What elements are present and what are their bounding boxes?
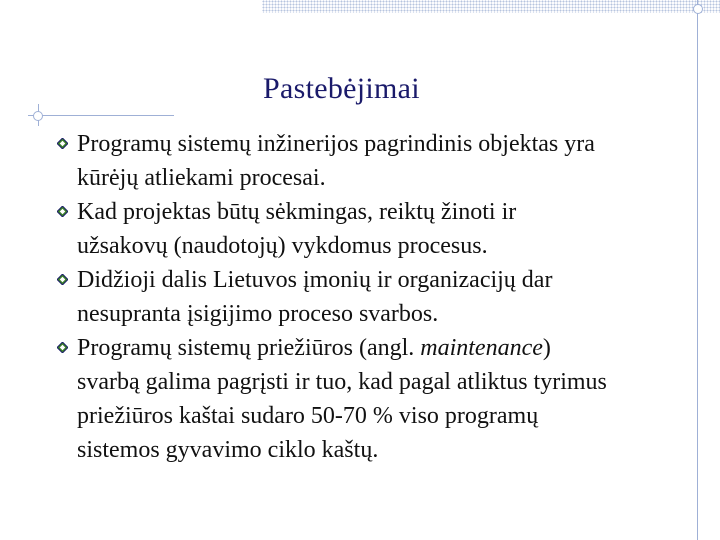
bullet-line: nesupranta įsigijimo proceso svarbos. (77, 301, 439, 327)
bullet-text: ) (542, 335, 551, 361)
bullet-item (52, 195, 702, 263)
bullet-line: kūrėjų atliekami procesai. (77, 165, 326, 191)
slide-title: Pastebėjimai (263, 72, 420, 105)
horizontal-rule-decoration (28, 115, 174, 116)
bullet-italic-term: maintenance (420, 335, 543, 361)
diamond-bullet-icon (57, 342, 68, 353)
bullet-line: Programų sistemų inžinerijos pagrindinis objektas yra (77, 131, 595, 157)
bullet-item (52, 263, 702, 331)
bullet-item (52, 127, 702, 195)
bullet-line: svarbą galima pagrįsti ir tuo, kad pagal atliktus tyrimus (77, 369, 607, 395)
bullet-line: užsakovų (naudotojų) vykdomus procesus. (77, 233, 488, 259)
bullet-list (52, 127, 702, 467)
bullet-line: Didžioji dalis Lietuvos įmonių ir organizacijų dar (77, 267, 553, 293)
bullet-line (77, 331, 702, 365)
bullet-text: Programų sistemų priežiūros (angl. (77, 335, 421, 361)
bullet-item (52, 331, 702, 467)
crosshair-circle-decoration (33, 111, 43, 121)
dotted-band-decoration (262, 0, 720, 13)
diamond-bullet-icon (57, 138, 68, 149)
bullet-line: sistemos gyvavimo ciklo kaštų. (77, 437, 379, 463)
bullet-line: Kad projektas būtų sėkmingas, reiktų žinoti ir (77, 199, 517, 225)
diamond-bullet-icon (57, 206, 68, 217)
diamond-bullet-icon (57, 274, 68, 285)
bullet-line: priežiūros kaštai sudaro 50-70 % viso programų (77, 403, 539, 429)
rule-circle-decoration (693, 4, 703, 14)
